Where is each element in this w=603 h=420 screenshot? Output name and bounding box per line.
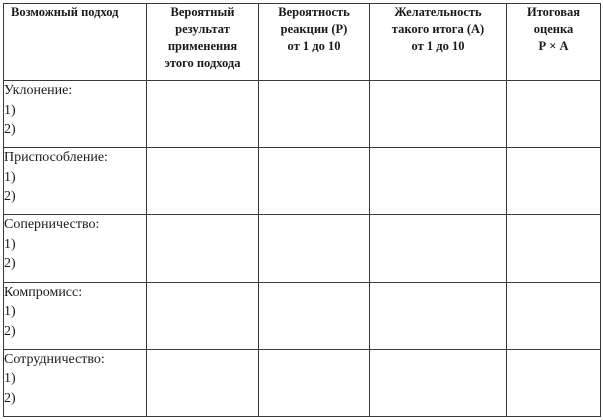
header-score <box>507 4 601 81</box>
header-probability-line: от 1 до 10 <box>287 39 341 53</box>
result-cell[interactable] <box>147 282 259 349</box>
probability-cell[interactable] <box>259 349 370 416</box>
header-row <box>4 4 601 81</box>
approach-name: Уклонение: <box>4 83 73 98</box>
approach-item: 2) <box>4 189 16 205</box>
header-probability <box>259 4 370 81</box>
approach-cell <box>4 215 147 282</box>
approach-item: 2) <box>4 323 16 339</box>
desirability-cell[interactable] <box>370 81 507 148</box>
desirability-cell[interactable] <box>370 148 507 215</box>
header-approach <box>4 4 147 81</box>
header-score-line: Р × А <box>538 39 569 53</box>
approach-cell <box>4 148 147 215</box>
result-cell[interactable] <box>147 148 259 215</box>
score-cell[interactable] <box>507 148 601 215</box>
header-probability-line: Вероятность <box>278 5 350 19</box>
approach-name: Приспособление: <box>4 150 108 166</box>
header-result-line: применения <box>167 39 238 53</box>
table-row-competition <box>4 215 601 282</box>
probability-cell[interactable] <box>259 215 370 282</box>
header-score-line: Итоговая <box>526 5 580 19</box>
header-approach-label: Возможный подход <box>11 5 119 19</box>
header-desirability <box>370 4 507 81</box>
approach-name: Соперничество: <box>4 217 100 233</box>
score-cell[interactable] <box>507 81 601 148</box>
approach-name: Сотрудничество: <box>4 351 105 367</box>
header-result <box>147 4 259 81</box>
approach-cell <box>4 282 147 349</box>
approach-item: 1) <box>4 236 16 252</box>
approach-item: 1) <box>4 102 16 118</box>
approach-item: 1) <box>4 371 16 387</box>
table-row-accommodation <box>4 148 601 215</box>
result-cell[interactable] <box>147 349 259 416</box>
probability-cell[interactable] <box>259 81 370 148</box>
approach-cell <box>4 81 147 148</box>
result-cell[interactable] <box>147 81 259 148</box>
score-cell[interactable] <box>507 349 601 416</box>
table-row-collaboration <box>4 349 601 416</box>
header-result-line: Вероятный <box>170 5 235 19</box>
header-desirability-line: Желательность <box>394 5 482 19</box>
desirability-cell[interactable] <box>370 349 507 416</box>
header-probability-line: реакции (Р) <box>280 22 348 36</box>
header-desirability-line: от 1 до 10 <box>411 39 465 53</box>
header-result-line: результат <box>175 22 230 36</box>
probability-cell[interactable] <box>259 282 370 349</box>
approach-item: 2) <box>4 390 16 406</box>
header-desirability-line: такого итога (А) <box>391 22 485 36</box>
header-score-line: оценка <box>533 22 574 36</box>
approach-item: 1) <box>4 169 16 185</box>
probability-cell[interactable] <box>259 148 370 215</box>
desirability-cell[interactable] <box>370 215 507 282</box>
result-cell[interactable] <box>147 215 259 282</box>
table-row-avoidance <box>4 81 601 148</box>
approach-item: 1) <box>4 304 16 320</box>
desirability-cell[interactable] <box>370 282 507 349</box>
table-row-compromise <box>4 282 601 349</box>
approach-item: 2) <box>4 256 16 272</box>
approach-cell <box>4 349 147 416</box>
header-result-line: этого подхода <box>164 56 241 70</box>
approach-name: Компромисс: <box>4 284 83 300</box>
score-cell[interactable] <box>507 282 601 349</box>
approach-evaluation-table <box>3 3 601 417</box>
approach-item: 2) <box>4 122 16 137</box>
score-cell[interactable] <box>507 215 601 282</box>
